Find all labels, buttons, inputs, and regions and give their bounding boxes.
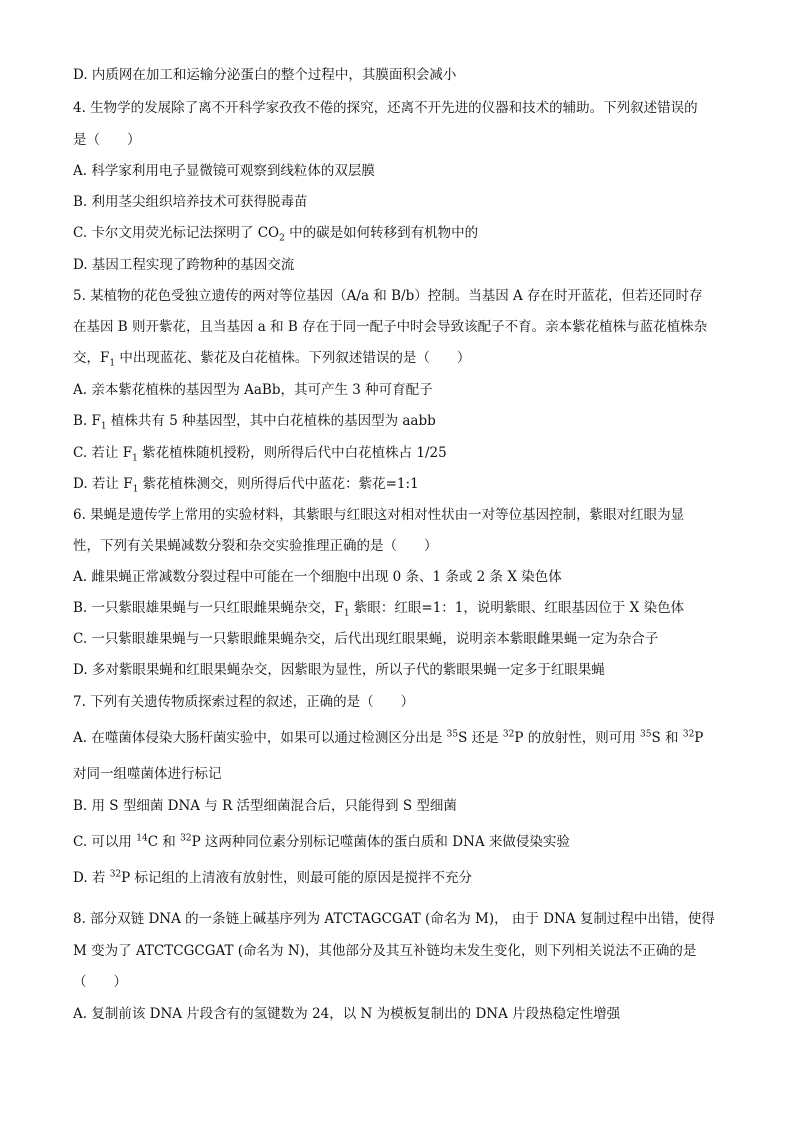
q7-stem: 7. 下列有关遗传物质探索过程的叙述，正确的是（ ） bbox=[73, 694, 415, 710]
q5-option-a: A. 亲本紫花植株的基因型为 AaBb，其可产生 3 种可育配子 bbox=[73, 382, 433, 398]
q5-stem-line-3: 交，$F_1$ 中出现蓝花、紫花及白花植株。下列叙述错误的是（ ） bbox=[73, 350, 471, 367]
q4-option-b: B. 利用茎尖组织培养技术可获得脱毒苗 bbox=[73, 194, 308, 210]
q5-stem-line-2: 在基因 B 则开紫花，且当基因 a 和 B 存在于同一配子中时会导致该配子不育。亲本紫花植株与蓝花植株杂 bbox=[73, 319, 708, 335]
q6-option-c: C. 一只紫眼雄果蝇与一只紫眼雌果蝇杂交，后代出现红眼果蝇，说明亲本紫眼雌果蝇一定为杂合子 bbox=[73, 631, 659, 647]
q7-option-d: D. 若 $^{32}$P 标记组的上清液有放射性，则最可能的原因是搅拌不充分 bbox=[73, 869, 473, 886]
q4-option-a: A. 科学家利用电子显微镜可观察到线粒体的双层膜 bbox=[73, 163, 375, 179]
q5-stem-line-1: 5. 某植物的花色受独立遗传的两对等位基因（A/a 和 B/b）控制。当基因 A 存在时开蓝花，但若还同时存 bbox=[73, 288, 703, 304]
q7-option-a-line-1: A. 在噬菌体侵染大肠杆菌实验中，如果可以通过检测区分出是 $^{35}$S 还是 $^{32}$P 的放射性，则可用 $^{35}$S 和 $^{32}$P bbox=[73, 729, 704, 746]
q4-stem-line-1: 4. 生物学的发展除了离不开科学家孜孜不倦的探究，还离不开先进的仪器和技术的辅助。下列叙述错误的 bbox=[73, 100, 698, 116]
q8-stem-line-2: M 变为了 ATCTCGCGAT (命名为 N)，其他部分及其互补链均未发生变化，则下列相关说法不正确的是 bbox=[73, 943, 697, 959]
q5-option-c: C. 若让 $F_1$ 紫花植株随机授粉，则所得后代中白花植株占 1/25 bbox=[73, 445, 447, 462]
q7-option-c: C. 可以用 $^{14}$C 和 $^{32}$P 这两种同位素分别标记噬菌体的蛋白质和 DNA 来做侵染实验 bbox=[73, 833, 570, 850]
q3-option-d: D. 内质网在加工和运输分泌蛋白的整个过程中，其膜面积会减小 bbox=[73, 67, 457, 83]
q5-option-b: B. $F_1$ 植株共有 5 种基因型，其中白花植株的基因型为 aabb bbox=[73, 413, 436, 430]
q4-option-c: C. 卡尔文用荧光标记法探明了 $CO_2$ 中的碳是如何转移到有机物中的 bbox=[73, 225, 479, 242]
q4-stem-line-2: 是（ ） bbox=[73, 132, 141, 148]
q8-stem-line-3: （ ） bbox=[73, 974, 127, 990]
q7-option-a-line-2: 对同一组噬菌体进行标记 bbox=[73, 766, 222, 782]
q7-option-b: B. 用 S 型细菌 DNA 与 R 活型细菌混合后，只能得到 S 型细菌 bbox=[73, 798, 457, 814]
q6-stem-line-1: 6. 果蝇是遗传学上常用的实验材料，其紫眼与红眼这对相对性状由一对等位基因控制，紫眼对红眼为显 bbox=[73, 507, 685, 523]
q8-stem-line-1: 8. 部分双链 DNA 的一条链上碱基序列为 ATCTAGCGAT (命名为 M)， 由于 DNA 复制过程中出错，使得 bbox=[73, 911, 715, 927]
q5-option-d: D. 若让 $F_1$ 紫花植株测交，则所得后代中蓝花：紫花=1:1 bbox=[73, 476, 419, 493]
q8-option-a: A. 复制前该 DNA 片段含有的氢键数为 24，以 N 为模板复制出的 DNA 片段热稳定性增强 bbox=[73, 1006, 621, 1022]
q4-option-d: D. 基因工程实现了跨物种的基因交流 bbox=[73, 257, 295, 273]
q6-option-b: B. 一只紫眼雄果蝇与一只红眼雌果蝇杂交，$F_1$ 紫眼：红眼=1：1，说明紫眼、红眼基因位于 X 染色体 bbox=[73, 600, 685, 617]
q6-option-d: D. 多对紫眼果蝇和红眼果蝇杂交，因紫眼为显性，所以子代的紫眼果蝇一定多于红眼果蝇 bbox=[73, 662, 605, 678]
q6-stem-line-2: 性，下列有关果蝇减数分裂和杂交实验推理正确的是（ ） bbox=[73, 538, 438, 554]
q6-option-a: A. 雌果蝇正常减数分裂过程中可能在一个细胞中出现 0 条、1 条或 2 条 X 染色体 bbox=[73, 569, 562, 585]
